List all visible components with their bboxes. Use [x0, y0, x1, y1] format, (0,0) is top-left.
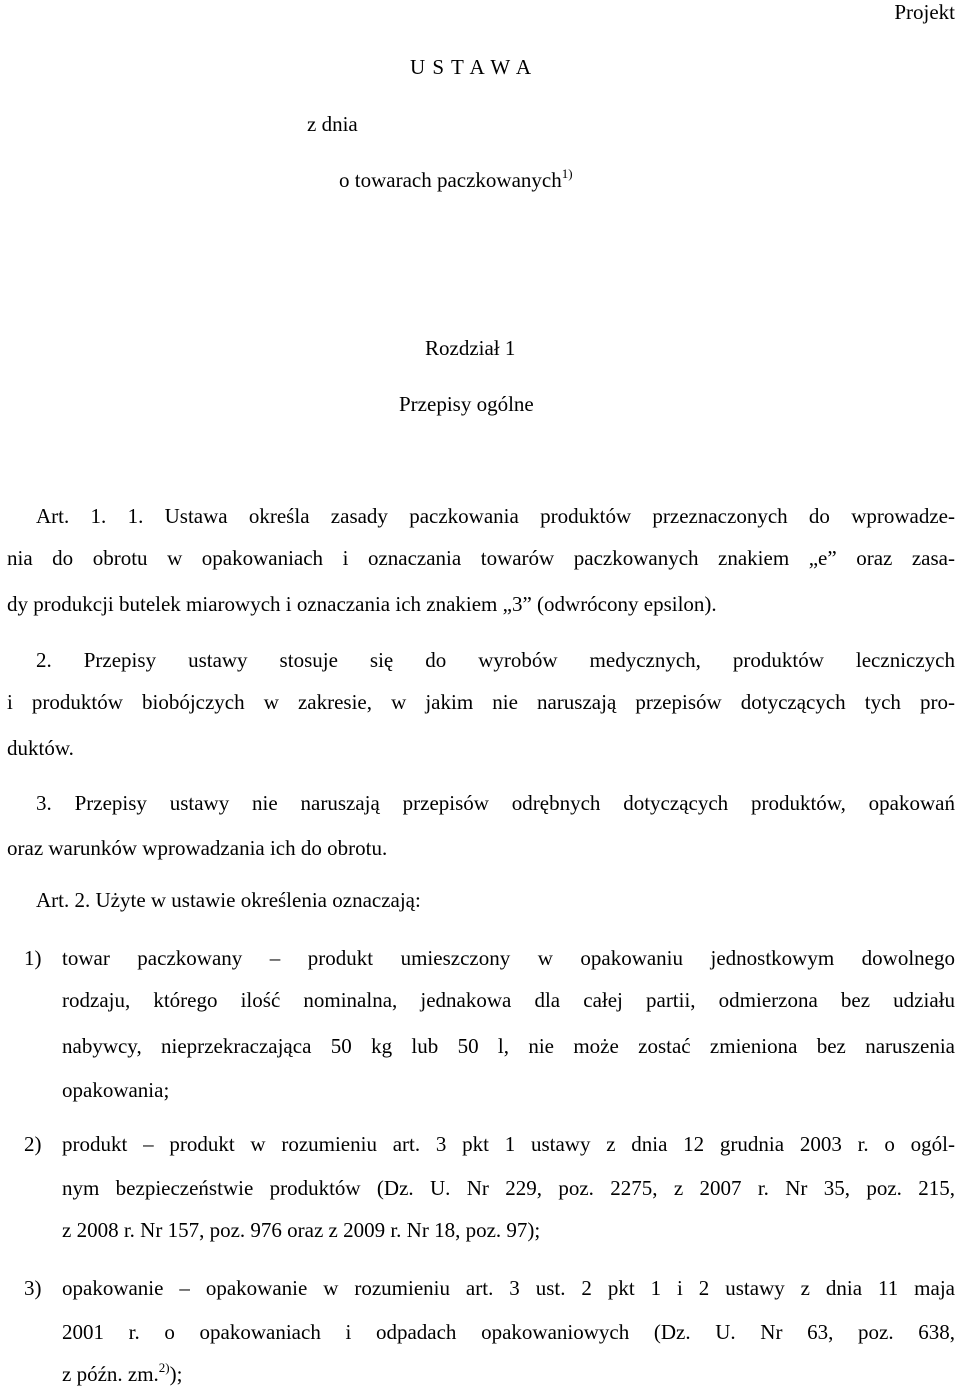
art2-item-number: 1) — [24, 946, 42, 970]
art1-p1-line: nia do obrotu w opakowaniach i oznaczania towarów paczkowanych znakiem „e” oraz zasa- — [7, 546, 955, 570]
art2-item-line-last — [62, 1362, 182, 1387]
art2-item-line: nym bezpieczeństwie produktów (Dz. U. Nr 229, poz. 2275, z 2007 r. Nr 35, poz. 215, — [62, 1176, 955, 1200]
art2-item-line: towar paczkowany – produkt umieszczony w opakowaniu jednostkowym dowolnego — [62, 946, 955, 970]
art2-item-line: opakowanie – opakowanie w rozumieniu art. 3 ust. 2 pkt 1 i 2 ustawy z dnia 11 maja — [62, 1276, 955, 1300]
art2-item-line: rodzaju, którego ilość nominalna, jednakowa dla całej partii, odmierzona bez udziału — [62, 988, 955, 1012]
act-subject-footnote: 1) — [561, 166, 573, 181]
art2-item-line: opakowania; — [62, 1078, 170, 1102]
act-date: z dnia — [307, 112, 358, 136]
art2-item-number: 3) — [24, 1276, 42, 1300]
draft-label: Projekt — [894, 0, 955, 24]
art2-item-line-text: z późn. zm. — [62, 1362, 159, 1386]
act-subject — [339, 168, 573, 193]
art2-item-line-tail: ); — [169, 1362, 183, 1386]
act-subject-text: o towarach paczkowanych — [339, 168, 562, 192]
art2-item-line: 2001 r. o opakowaniach i odpadach opakowaniowych (Dz. U. Nr 63, poz. 638, — [62, 1320, 955, 1344]
art1-p2-line: i produktów biobójczych w zakresie, w jakim nie naruszają przepisów dotyczących tych pro- — [7, 690, 955, 714]
footnote-marker: 2) — [158, 1360, 170, 1375]
chapter-number: Rozdział 1 — [425, 336, 516, 360]
art1-p2-line: duktów. — [7, 736, 74, 760]
art2-item-number: 2) — [24, 1132, 42, 1156]
art1-p2-line: 2. Przepisy ustawy stosuje się do wyrobów medycznych, produktów leczniczych — [36, 648, 955, 672]
art2-intro: Art. 2. Użyte w ustawie określenia oznaczają: — [36, 888, 421, 912]
art1-p1-line: dy produkcji butelek miarowych i oznaczania ich znakiem „3” (odwrócony epsilon). — [7, 592, 717, 616]
act-heading: U S T A W A — [410, 55, 533, 79]
chapter-name: Przepisy ogólne — [399, 392, 534, 416]
art2-item-line: nabywcy, nieprzekraczająca 50 kg lub 50 l, nie może zostać zmieniona bez naruszenia — [62, 1034, 955, 1058]
art2-item-line: produkt – produkt w rozumieniu art. 3 pkt 1 ustawy z dnia 12 grudnia 2003 r. o ogól- — [62, 1132, 955, 1156]
art1-p1-line: Art. 1. 1. Ustawa określa zasady paczkowania produktów przeznaczonych do wprowadze- — [36, 504, 955, 528]
art1-p3-line: oraz warunków wprowadzania ich do obrotu. — [7, 836, 388, 860]
art1-p3-line: 3. Przepisy ustawy nie naruszają przepisów odrębnych dotyczących produktów, opakowań — [36, 791, 955, 815]
art2-item-line: z 2008 r. Nr 157, poz. 976 oraz z 2009 r. Nr 18, poz. 97); — [62, 1218, 541, 1242]
